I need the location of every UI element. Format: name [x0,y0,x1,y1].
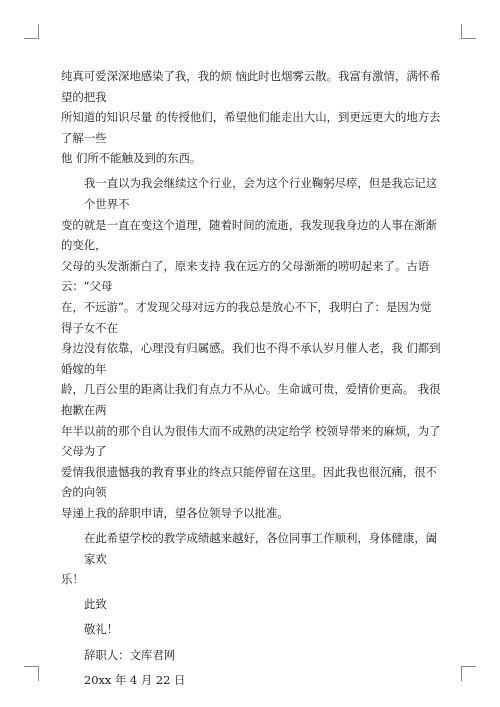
paragraph-line: 在，不远游”。才发现父母对远方的我总是放心不下，我明白了：是因为觉得子女不在 [61,300,432,335]
paragraph-3 [61,528,441,590]
letter-body [61,66,441,695]
paragraph-line: 龄，几百公里的距离让我们有点力不从心。生命诚可贵，爱情价更高。 我很抱歉在两 [61,382,441,417]
paragraph-line: 我一直以为我会继续这个行业，会为这个行业鞠躬尽瘁，但是我忘记这个世界不 [84,176,438,212]
crop-mark-top-right [461,24,476,39]
crop-mark-bottom-left [24,666,39,681]
crop-mark-top-left [24,24,39,39]
paragraph-line: 爱情我很遗憾我的教育事业的终点只能停留在这里。因此我也很沉痛，很不舍的向领 [61,464,437,500]
paragraph-1 [61,66,441,169]
paragraph-line: 导递上我的辞职申请，望各位领导予以批准。 [61,505,289,520]
paragraph-line: 在此希望学校的教学成绩越来越好，各位同事工作顺利，身体健康，阖家欢 [84,531,438,566]
paragraph-line: 纯真可爱深深地感染了我，我的烦 恼此时也烟雾云散。我富有激情，满怀希望的把我 [61,69,441,104]
date-line: 20xx 年 4 月 22 日 [84,672,186,687]
closing-salute: 此致 [84,597,107,612]
paragraph-line: 所知道的知识尽量 的传授他们，希望他们能走出大山，到更远更大的地方去了解一些 [61,110,441,145]
paragraph-2 [61,173,441,523]
closing-respect: 敬礼！ [84,622,119,637]
paragraph-line: 他 们所不能触及到的东西。 [61,151,202,166]
crop-mark-bottom-right [461,666,476,681]
paragraph-line: 变的就是一直在变这个道理，随着时间的流逝，我发现我身边的人事在渐渐的变化， [61,217,437,253]
paragraph-line: 父母的头发渐渐白了，原来支持 我在远方的父母渐渐的唠叨起来了。古语云：“父母 [61,258,430,294]
paragraph-line: 年半以前的那个自认为很伟大而不成熟的决定给学 校领导带来的麻烦，为了父母为了 [61,423,441,459]
paragraph-line: 乐！ [61,572,84,587]
signature-line: 辞职人：文库君网 [84,647,176,662]
paragraph-line: 身边没有依靠，心理没有归属感。我们也不得不承认岁月催人老，我 们都到婚嫁的年 [61,341,441,376]
